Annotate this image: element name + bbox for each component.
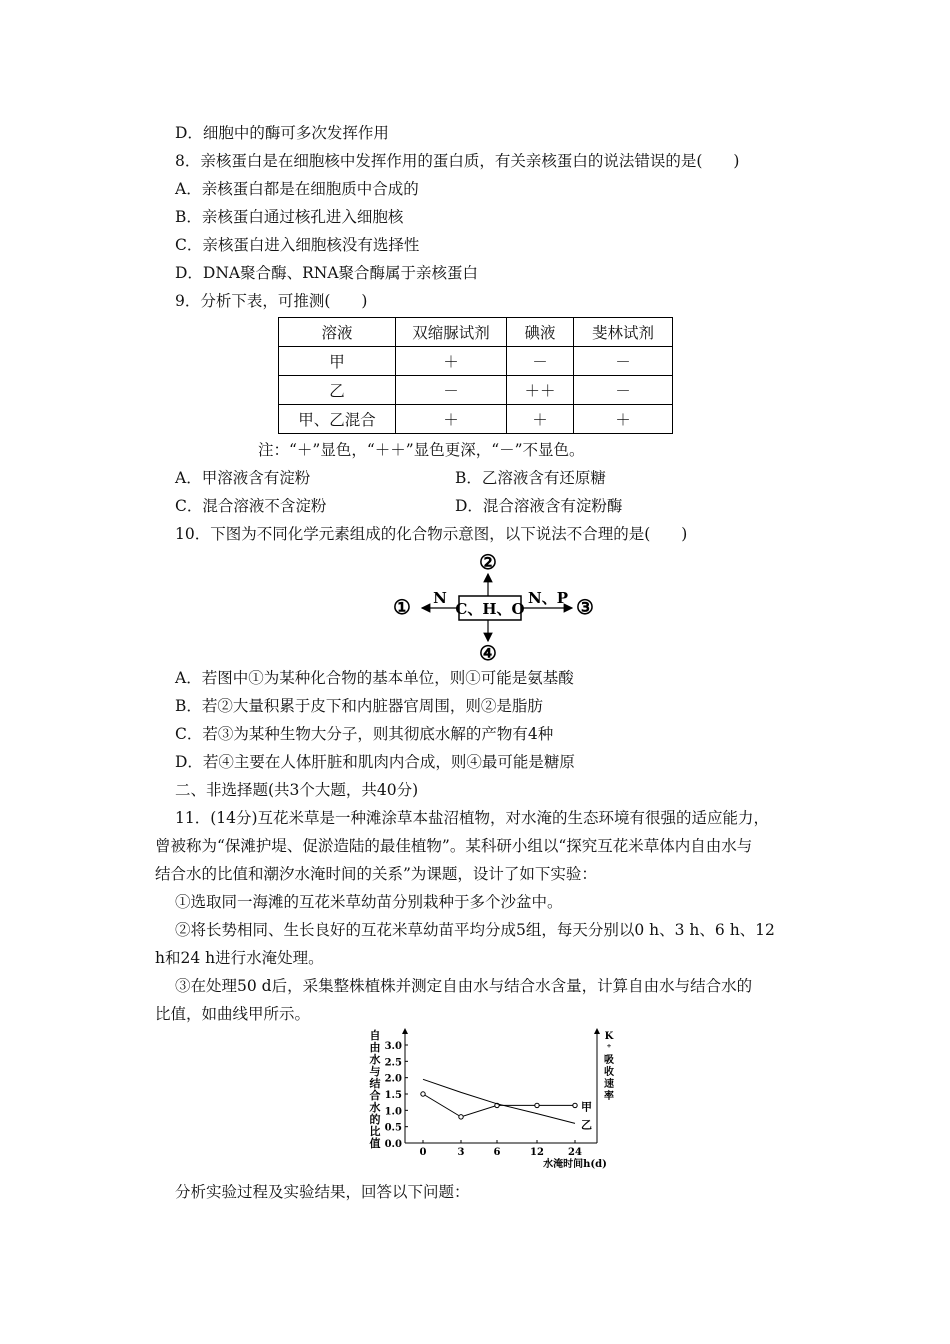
table-row: [279, 347, 673, 376]
option-10c: C．若③为某种生物大分子，则其彻底水解的产物有4种: [175, 725, 554, 743]
section-2-title: 二、非选择题(共3个大题，共40分): [175, 781, 419, 799]
table-header-cell: 溶液: [279, 318, 396, 347]
table-cell: ＋: [507, 405, 574, 434]
data-point: [535, 1103, 539, 1107]
question-11-line1: 11．(14分)互花米草是一种滩涂草本盐沼植物，对水淹的生态环境有很强的适应能力，: [175, 809, 770, 827]
compound-diagram: [380, 548, 610, 668]
x-tick-label: 12: [530, 1147, 544, 1158]
table-header-cell: 斐林试剂: [574, 318, 673, 347]
table-cell: ＋: [396, 347, 507, 376]
option-9b: B．乙溶液含有还原糖: [455, 469, 606, 487]
x-axis-label: 水淹时间h(d): [543, 1159, 607, 1170]
option-10d: D．若④主要在人体肝脏和肌肉内合成，则④最可能是糖原: [175, 753, 575, 771]
series-label: 乙: [581, 1118, 592, 1132]
step-3-line1: ③在处理50 d后，采集整株植株并测定自由水与结合水含量，计算自由水与结合水的: [175, 977, 753, 995]
arrow-label-np: N、P: [528, 589, 568, 607]
data-point: [573, 1103, 577, 1107]
option-10b: B．若②大量积累于皮下和内脏器官周围，则②是脂肪: [175, 697, 543, 715]
y-tick-label: 0.0: [384, 1139, 402, 1150]
table-cell: －: [507, 347, 574, 376]
table-row: [279, 376, 673, 405]
x-tick-label: 0: [419, 1147, 427, 1158]
step-3-line2: 比值，如曲线甲所示。: [155, 1005, 311, 1023]
option-9c: C．混合溶液不含淀粉: [175, 497, 327, 515]
table-cell: 甲、乙混合: [279, 405, 396, 434]
table-cell: －: [396, 376, 507, 405]
series-label: 甲: [581, 1100, 592, 1114]
table-header-row: [279, 318, 673, 347]
x-tick-label: 3: [457, 1147, 465, 1158]
node-3: ③: [576, 595, 594, 619]
table-cell: ＋: [396, 405, 507, 434]
arrow-label-n: N: [433, 589, 447, 607]
step-2-line2: h和24 h进行水淹处理。: [155, 949, 324, 967]
data-point: [459, 1115, 463, 1119]
y2-axis-label: K ⁺吸收速率: [604, 1031, 614, 1102]
table-cell: 乙: [279, 376, 396, 405]
node-1: ①: [393, 595, 411, 619]
x-tick-label: 24: [568, 1147, 582, 1158]
question-9: 9．分析下表，可推测( ): [175, 292, 368, 310]
data-point: [421, 1092, 425, 1096]
series-line-1: [423, 1079, 575, 1123]
table-cell: 甲: [279, 347, 396, 376]
water-ratio-chart: [365, 1025, 620, 1175]
table-note: 注：“＋”显色，“＋＋”显色更深，“－”不显色。: [258, 441, 585, 459]
step-1: ①选取同一海滩的互花米草幼苗分别栽种于多个沙盆中。: [175, 893, 563, 911]
option-8a: A．亲核蛋白都是在细胞质中合成的: [175, 180, 419, 198]
step-2-line1: ②将长势相同、生长良好的互花米草幼苗平均分成5组，每天分别以0 h、3 h、6 h、12: [175, 921, 775, 939]
question-8: 8．亲核蛋白是在细胞核中发挥作用的蛋白质，有关亲核蛋白的说法错误的是( ): [175, 152, 740, 170]
table-cell: ＋: [574, 405, 673, 434]
center-label: C、H、O: [455, 600, 525, 618]
node-2: ②: [479, 550, 497, 574]
y-tick-label: 3.0: [384, 1041, 402, 1052]
y-axis-label: 自由水与结合水的比值: [369, 1029, 381, 1150]
option-9a: A．甲溶液含有淀粉: [175, 469, 311, 487]
question-11-line3: 结合水的比值和潮汐水淹时间的关系”为课题，设计了如下实验：: [155, 865, 597, 883]
y-tick-label: 2.0: [384, 1073, 402, 1085]
option-8b: B．亲核蛋白通过核孔进入细胞核: [175, 208, 404, 226]
option-9d: D．混合溶液含有淀粉酶: [455, 497, 623, 515]
x-tick-label: 6: [493, 1147, 501, 1158]
reagent-table: [278, 317, 673, 434]
final-instruction: 分析实验过程及实验结果，回答以下问题：: [175, 1183, 470, 1201]
table-row: [279, 405, 673, 434]
option-10a: A．若图中①为某种化合物的基本单位，则①可能是氨基酸: [175, 669, 574, 687]
question-10: 10．下图为不同化学元素组成的化合物示意图，以下说法不合理的是( ): [175, 525, 688, 543]
table-header-cell: 碘液: [507, 318, 574, 347]
y-tick-label: 1.0: [384, 1106, 402, 1118]
table-cell: －: [574, 347, 673, 376]
option-8c: C．亲核蛋白进入细胞核没有选择性: [175, 236, 420, 254]
y-tick-label: 1.5: [384, 1090, 402, 1101]
table-header-cell: 双缩脲试剂: [396, 318, 507, 347]
option-7d: D．细胞中的酶可多次发挥作用: [175, 124, 389, 142]
table-cell: －: [574, 376, 673, 405]
question-11-line2: 曾被称为“保滩护堤、促淤造陆的最佳植物”。某科研小组以“探究互花米草体内自由水与: [155, 837, 753, 855]
node-4: ④: [479, 641, 497, 665]
y-tick-label: 2.5: [384, 1057, 402, 1069]
table-cell: ＋＋: [507, 376, 574, 405]
y-tick-label: 0.5: [384, 1122, 402, 1134]
option-8d: D．DNA聚合酶、RNA聚合酶属于亲核蛋白: [175, 264, 479, 282]
